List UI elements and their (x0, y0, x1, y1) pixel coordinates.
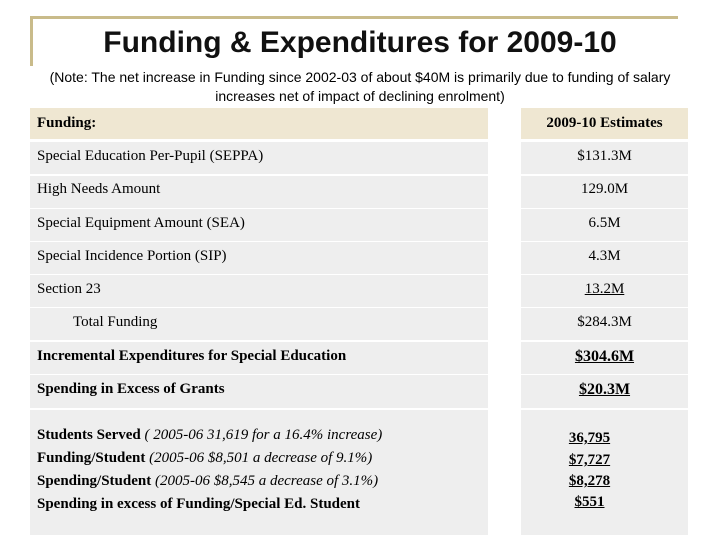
row-label: Section 23 (37, 281, 101, 297)
stat-value: $551 (574, 494, 605, 510)
stats-line (37, 450, 372, 467)
stat-label: Spending in excess of Funding/Special Ed. Student (37, 496, 361, 512)
row-value: $131.3M (577, 148, 632, 164)
row-value: 129.0M (580, 181, 629, 197)
row-label: Special Equipment Amount (SEA) (37, 215, 245, 231)
header-label-cell (30, 108, 488, 139)
stat-label: Spending/Student (37, 473, 152, 489)
header-value: 2009-10 Estimates (546, 115, 663, 131)
header-label: Funding: (37, 115, 97, 131)
row-label: Incremental Expenditures for Special Education (37, 348, 347, 364)
row-label: Total Funding (73, 314, 158, 330)
stats-line (37, 496, 360, 513)
title-frame-top (30, 16, 678, 19)
row-value: $304.6M (574, 348, 635, 365)
stat-value: $7,727 (568, 452, 611, 468)
row-value: 13.2M (584, 281, 625, 297)
slide-title: Funding & Expenditures for 2009-10 (103, 26, 617, 59)
stat-note: (2005-06 $8,545 a decrease of 3.1%) (154, 473, 379, 489)
slide-subtitle: (Note: The net increase in Funding since 2002-03 of about $40M is primarily due to funding of salary increases net of impact of declining enrolment) (49, 69, 671, 104)
stats-line (37, 427, 382, 444)
row-value: 6.5M (588, 215, 621, 231)
row-value: $284.3M (577, 314, 632, 330)
row-value: 4.3M (588, 248, 621, 264)
stat-note: ( 2005-06 31,619 for a 16.4% increase) (144, 427, 383, 443)
row-label: Special Education Per-Pupil (SEPPA) (37, 148, 264, 164)
row-value: $20.3M (578, 381, 631, 398)
stat-note: (2005-06 $8,501 a decrease of 9.1%) (149, 450, 373, 466)
stat-value: 36,795 (568, 430, 611, 446)
table-header-row (30, 108, 688, 139)
stat-label: Funding/Student (37, 450, 146, 466)
stat-label: Students Served (37, 427, 141, 443)
row-label: Special Incidence Portion (SIP) (37, 248, 227, 264)
row-label: High Needs Amount (37, 181, 161, 197)
stats-line (37, 473, 378, 490)
stat-value: $8,278 (568, 473, 611, 489)
row-label: Spending in Excess of Grants (37, 381, 225, 397)
